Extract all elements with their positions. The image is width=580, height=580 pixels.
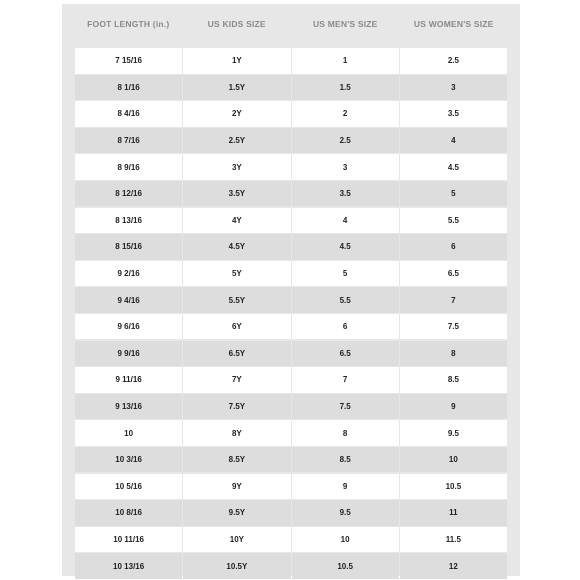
foot-length-cell: 8 13/16 — [75, 208, 182, 234]
us-womens-size-cell: 3.5 — [400, 101, 507, 127]
foot-length-cell: 8 12/16 — [75, 181, 182, 207]
table-row — [75, 367, 507, 393]
foot-length-cell: 9 2/16 — [75, 261, 182, 287]
us-womens-size-cell: 6 — [400, 234, 507, 260]
us-womens-size-cell: 7 — [400, 287, 507, 313]
header-us-womens-size: US WOMEN'S SIZE — [413, 19, 494, 29]
table-row — [75, 234, 507, 260]
us-mens-size-cell: 1.5 — [292, 75, 399, 101]
table-row — [75, 181, 507, 207]
us-mens-size-cell: 1 — [292, 48, 399, 74]
us-womens-size-cell: 4 — [400, 128, 507, 154]
us-mens-size-cell: 2.5 — [292, 128, 399, 154]
table-row — [75, 48, 507, 74]
foot-length-cell: 9 6/16 — [75, 314, 182, 340]
table-row — [75, 394, 507, 420]
us-kids-size-cell: 2.5Y — [183, 128, 290, 154]
us-kids-size-cell: 6Y — [183, 314, 290, 340]
us-mens-size-cell: 10 — [292, 527, 399, 553]
us-kids-size-cell: 5Y — [183, 261, 290, 287]
foot-length-cell: 10 3/16 — [75, 447, 182, 473]
table-row — [75, 208, 507, 234]
table-row — [75, 527, 507, 553]
us-womens-size-cell: 3 — [400, 75, 507, 101]
foot-length-cell: 8 9/16 — [75, 154, 182, 180]
us-kids-size-cell: 5.5Y — [183, 287, 290, 313]
us-mens-size-cell: 7 — [292, 367, 399, 393]
us-mens-size-cell: 3.5 — [292, 181, 399, 207]
table-row — [75, 341, 507, 367]
foot-length-cell: 8 7/16 — [75, 128, 182, 154]
us-kids-size-cell: 8.5Y — [183, 447, 290, 473]
us-mens-size-cell: 3 — [292, 154, 399, 180]
header-us-mens-size: US MEN'S SIZE — [312, 19, 378, 29]
table-row — [75, 101, 507, 127]
us-mens-size-cell: 8.5 — [292, 447, 399, 473]
us-kids-size-cell: 4.5Y — [183, 234, 290, 260]
header-foot-length: FOOT LENGTH (in.) — [87, 19, 170, 29]
table-row — [75, 128, 507, 154]
us-womens-size-cell: 8 — [400, 341, 507, 367]
us-kids-size-cell: 6.5Y — [183, 341, 290, 367]
header-us-kids-size: US KIDS SIZE — [207, 19, 266, 29]
us-kids-size-cell: 9.5Y — [183, 500, 290, 526]
us-kids-size-cell: 1.5Y — [183, 75, 290, 101]
us-womens-size-cell: 9 — [400, 394, 507, 420]
us-mens-size-cell: 6.5 — [292, 341, 399, 367]
table-row — [75, 447, 507, 473]
us-womens-size-cell: 12 — [400, 553, 507, 579]
us-womens-size-cell: 2.5 — [400, 48, 507, 74]
us-mens-size-cell: 2 — [292, 101, 399, 127]
foot-length-cell: 8 1/16 — [75, 75, 182, 101]
us-kids-size-cell: 8Y — [183, 420, 290, 446]
us-mens-size-cell: 7.5 — [292, 394, 399, 420]
table-row — [75, 261, 507, 287]
us-mens-size-cell: 5 — [292, 261, 399, 287]
us-mens-size-cell: 9 — [292, 474, 399, 500]
us-kids-size-cell: 3Y — [183, 154, 290, 180]
foot-length-cell: 10 5/16 — [75, 474, 182, 500]
foot-length-cell: 9 9/16 — [75, 341, 182, 367]
us-womens-size-cell: 11.5 — [400, 527, 507, 553]
us-mens-size-cell: 6 — [292, 314, 399, 340]
foot-length-cell: 9 11/16 — [75, 367, 182, 393]
table-row — [75, 474, 507, 500]
us-mens-size-cell: 5.5 — [292, 287, 399, 313]
foot-length-cell: 9 4/16 — [75, 287, 182, 313]
us-kids-size-cell: 10.5Y — [183, 553, 290, 579]
us-kids-size-cell: 7.5Y — [183, 394, 290, 420]
size-chart-table — [62, 4, 520, 576]
us-womens-size-cell: 11 — [400, 500, 507, 526]
us-kids-size-cell: 3.5Y — [183, 181, 290, 207]
foot-length-cell: 10 11/16 — [75, 527, 182, 553]
us-womens-size-cell: 9.5 — [400, 420, 507, 446]
table-header — [62, 4, 520, 44]
foot-length-cell: 10 13/16 — [75, 553, 182, 579]
foot-length-cell: 7 15/16 — [75, 48, 182, 74]
table-row — [75, 154, 507, 180]
foot-length-cell: 8 4/16 — [75, 101, 182, 127]
table-row — [75, 287, 507, 313]
us-mens-size-cell: 8 — [292, 420, 399, 446]
foot-length-cell: 9 13/16 — [75, 394, 182, 420]
us-kids-size-cell: 9Y — [183, 474, 290, 500]
us-mens-size-cell: 4 — [292, 208, 399, 234]
us-womens-size-cell: 10 — [400, 447, 507, 473]
us-kids-size-cell: 2Y — [183, 101, 290, 127]
us-womens-size-cell: 6.5 — [400, 261, 507, 287]
table-row — [75, 314, 507, 340]
us-womens-size-cell: 10.5 — [400, 474, 507, 500]
us-womens-size-cell: 4.5 — [400, 154, 507, 180]
us-kids-size-cell: 4Y — [183, 208, 290, 234]
us-mens-size-cell: 9.5 — [292, 500, 399, 526]
table-body — [75, 48, 507, 580]
us-mens-size-cell: 4.5 — [292, 234, 399, 260]
table-row — [75, 75, 507, 101]
foot-length-cell: 8 15/16 — [75, 234, 182, 260]
table-row — [75, 553, 507, 579]
table-row — [75, 420, 507, 446]
us-womens-size-cell: 8.5 — [400, 367, 507, 393]
foot-length-cell: 10 — [75, 420, 182, 446]
us-kids-size-cell: 1Y — [183, 48, 290, 74]
us-kids-size-cell: 10Y — [183, 527, 290, 553]
foot-length-cell: 10 8/16 — [75, 500, 182, 526]
us-womens-size-cell: 7.5 — [400, 314, 507, 340]
us-womens-size-cell: 5.5 — [400, 208, 507, 234]
us-kids-size-cell: 7Y — [183, 367, 290, 393]
us-womens-size-cell: 5 — [400, 181, 507, 207]
table-row — [75, 500, 507, 526]
us-mens-size-cell: 10.5 — [292, 553, 399, 579]
